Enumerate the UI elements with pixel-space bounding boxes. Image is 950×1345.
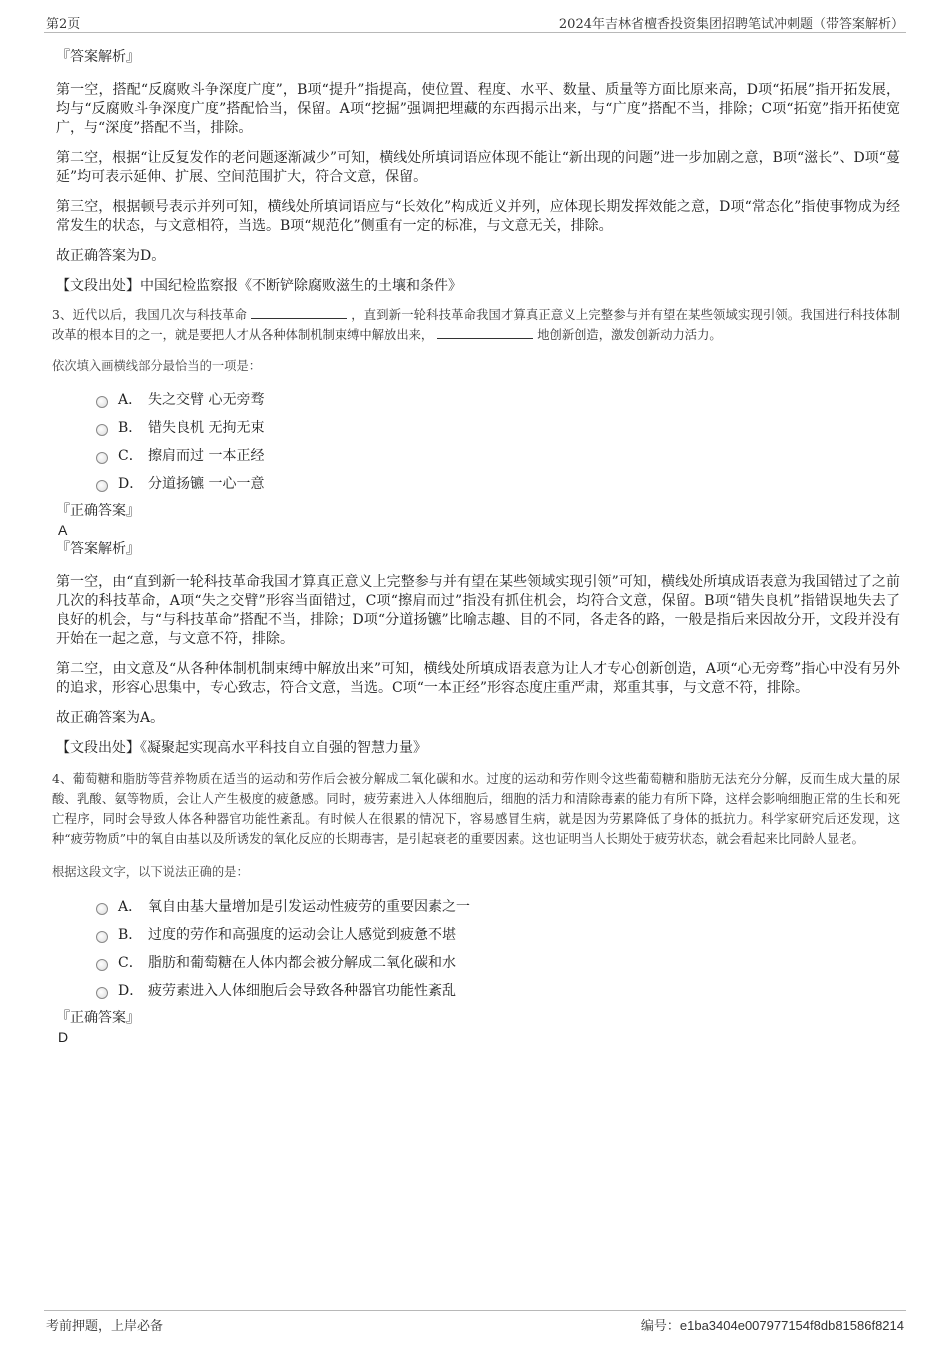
option-a[interactable]: A． 失之交臂 心无旁骛: [96, 388, 900, 416]
option-c[interactable]: C． 擦肩而过 一本正经: [96, 444, 900, 472]
document-title: 2024年吉林省檀香投资集团招聘笔试冲刺题（带答案解析）: [558, 17, 904, 32]
analysis-heading: 『答案解析』: [56, 541, 140, 557]
page-footer: [44, 1310, 906, 1335]
correct-answer-heading: 『正确答案』: [56, 503, 140, 519]
option-d[interactable]: D． 疲劳素进入人体细胞后会导致各种器官功能性紊乱: [96, 979, 900, 1007]
option-c[interactable]: C． 脂肪和葡萄糖在人体内都会被分解成二氧化碳和水: [96, 951, 900, 979]
correct-answer: D: [58, 1029, 69, 1045]
page-number: 第2页: [46, 17, 81, 32]
radio-button[interactable]: [96, 959, 108, 971]
question-prompt: 根据这段文字，以下说法正确的是：: [52, 865, 249, 879]
question-4-options: [96, 895, 900, 1007]
analysis-paragraph: 第三空，根据顿号表示并列可知，横线处所填词语应与“长效化”构成近义并列，应体现长期发挥效能之意，D项“常态化”指使事物成为经常发生的状态，与文意相符，当选。B项“规范化”侧重有一定的标准，与文意无关，排除。: [56, 199, 900, 234]
option-a[interactable]: A． 氧自由基大量增加是引发运动性疲劳的重要因素之一: [96, 895, 900, 923]
footer-note: 考前押题，上岸必备: [46, 1319, 164, 1334]
radio-button[interactable]: [96, 903, 108, 915]
radio-button[interactable]: [96, 424, 108, 436]
source-citation: 【文段出处】中国纪检监察报《不断铲除腐败滋生的土壤和条件》: [56, 278, 462, 294]
fill-blank: [437, 326, 533, 339]
radio-button[interactable]: [96, 987, 108, 999]
question-3-text: 3、近代以后，我国几次与科技革命 ，直到新一轮科技革命我国才算真正意义上完整参与并有望在某些领域实现引领。我国进行科技体制改革的根本目的之一，就是要把人才从各种体制机制束缚中解放出来， 地创新创造，激发创新动力活力。: [52, 308, 900, 342]
correct-answer: A: [58, 522, 68, 538]
question-3-options: [96, 388, 900, 500]
source-citation: 【文段出处】《凝聚起实现高水平科技自立自强的智慧力量》: [56, 740, 427, 756]
page-content: [52, 44, 900, 1047]
radio-button[interactable]: [96, 480, 108, 492]
option-b[interactable]: B． 过度的劳作和高强度的运动会让人感觉到疲惫不堪: [96, 923, 900, 951]
analysis-heading: 『答案解析』: [56, 49, 140, 65]
question-prompt: 依次填入画横线部分最恰当的一项是：: [52, 359, 262, 373]
radio-button[interactable]: [96, 452, 108, 464]
correct-answer-heading: 『正确答案』: [56, 1010, 140, 1026]
option-d[interactable]: D． 分道扬镳 一心一意: [96, 472, 900, 500]
analysis-paragraph: 第二空，根据“让反复发作的老问题逐渐减少”可知，横线处所填词语应体现不能让“新出现的问题”进一步加剧之意，B项“滋长”、D项“蔓延”均可表示延伸、扩展、空间范围扩大，符合文意，保留。: [56, 150, 900, 185]
radio-button[interactable]: [96, 396, 108, 408]
page-header: [44, 10, 906, 33]
option-b[interactable]: B． 错失良机 无拘无束: [96, 416, 900, 444]
answer-conclusion: 故正确答案为A。: [56, 710, 165, 726]
fill-blank: [251, 306, 347, 319]
analysis-paragraph: 第二空，由文意及“从各种体制机制束缚中解放出来”可知，横线处所填成语表意为让人才专心创新创造，A项“心无旁骛”指心中没有另外的追求，形容心思集中，专心致志，符合文意，当选。C项“一本正经”形容态度庄重严肃，郑重其事，与文意不符，排除。: [56, 661, 900, 696]
answer-conclusion: 故正确答案为D。: [56, 248, 166, 264]
analysis-paragraph: 第一空，搭配“反腐败斗争深度广度”，B项“提升”指提高，使位置、程度、水平、数量、质量等方面比原来高，D项“拓展”指开拓发展，均与“反腐败斗争深度广度”搭配恰当，保留。A项“挖掘”强调把埋藏的东西揭示出来，与“广度”搭配不当，排除；C项“拓宽”指开拓使宽广，与“深度”搭配不当，排除。: [56, 82, 900, 136]
radio-button[interactable]: [96, 931, 108, 943]
document-code: 编号：e1ba3404e007977154f8db81586f8214: [640, 1318, 904, 1334]
analysis-paragraph: 第一空，由“直到新一轮科技革命我国才算真正意义上完整参与并有望在某些领域实现引领”可知，横线处所填成语表意为我国错过了之前几次的科技革命，A项“失之交臂”形容当面错过，C项“擦肩而过”指没有抓住机会，均符合文意，保留。B项“错失良机”指错误地失去了良好的机会，与“与科技革命”搭配不当，排除；D项“分道扬镳”比喻志趣、目的不同，各走各的路，一般是指后来因故分开，文段并没有开始在一起之意，与文意不符，排除。: [56, 574, 900, 647]
question-4-text: 4、葡萄糖和脂肪等营养物质在适当的运动和劳作后会被分解成二氧化碳和水。过度的运动和劳作则令这些葡萄糖和脂肪无法充分分解，反而生成大量的尿酸、乳酸、氨等物质，会让人产生极度的疲惫感。同时，疲劳素进入人体细胞后，细胞的活力和清除毒素的能力有所下降，这样会影响细胞正常的生长和死亡程序，同时会导致人体各种器官功能性紊乱。有时候人在很累的情况下，容易感冒生病，就是因为劳累降低了身体的抵抗力。科学家研究后还发现，这种“疲劳物质”中的氧自由基以及所诱发的氧化反应的长期毒害，是引起衰老的重要因素。这也证明当人长期处于疲劳状态，就会看起来比同龄人显老。: [52, 772, 900, 846]
